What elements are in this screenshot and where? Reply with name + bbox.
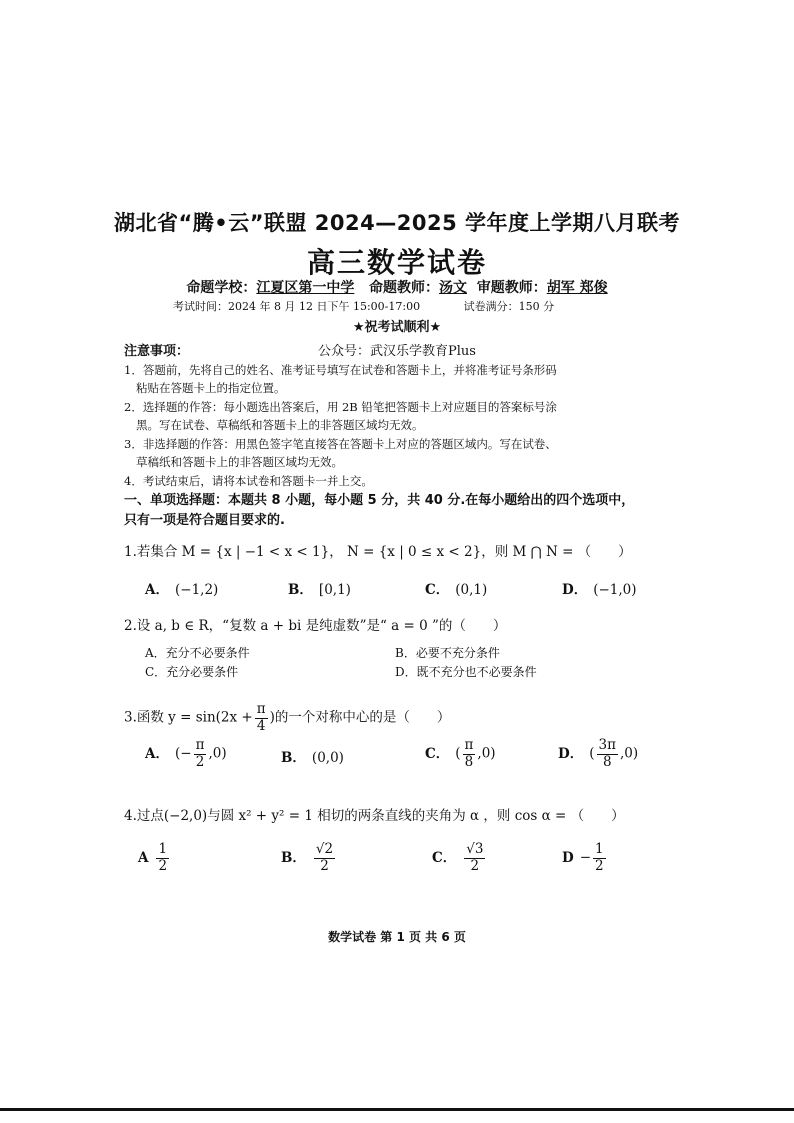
numerator: √3 xyxy=(466,841,484,857)
denominator: 8 xyxy=(602,753,612,770)
option-sign: − xyxy=(579,849,592,866)
numerator: 3π xyxy=(598,737,616,753)
q4-option-a xyxy=(138,842,171,874)
option-fraction xyxy=(464,842,485,874)
q3-option-c xyxy=(425,738,496,770)
option-label: A． xyxy=(145,745,169,762)
question-2-stem: 2.设 a, b ∈ R，“复数 a + bi 是纯虚数”是“ a = 0 ”的（ ） xyxy=(124,618,507,634)
option-value: (−1,2) xyxy=(174,582,219,598)
denominator: 2 xyxy=(595,857,604,874)
public-account: 公众号：武汉乐学教育Plus xyxy=(318,344,476,359)
q3-option-a xyxy=(145,738,227,770)
option-value: (0,1) xyxy=(455,582,488,598)
notice-line: 3．非选择题的作答：用黑色签字笔直接答在答题卡上对应的答题区域内。写在试卷、 xyxy=(124,437,557,451)
exam-time-row xyxy=(173,298,554,314)
numerator: π xyxy=(256,701,266,717)
q3-option-d xyxy=(558,738,638,770)
notice-line: 2．选择题的作答：每小题选出答案后，用 2B 铅笔把答题卡上对应题目的答案标号涂 xyxy=(124,400,557,414)
q1-option-c xyxy=(425,578,487,598)
option-value: (−1,0) xyxy=(593,582,637,598)
numerator: π xyxy=(464,737,474,753)
notice-line: 1．答题前，先将自己的姓名、准考证号填写在试卷和答题卡上，并将准考证号条形码 xyxy=(124,363,557,377)
option-label: B． xyxy=(281,849,306,866)
q2-option-a: A．充分不必要条件 xyxy=(145,646,250,660)
teacher-name: 汤文 xyxy=(439,280,467,296)
option-label: B． xyxy=(288,582,313,598)
q3-stem-post: )的一个对称中心的是（ ） xyxy=(269,709,451,726)
q4-option-d xyxy=(562,842,608,874)
denominator: 2 xyxy=(470,857,480,874)
numerator: 1 xyxy=(595,841,604,857)
q3-stem-pre: 3.函数 y = sin(2x + xyxy=(124,709,253,726)
q2-option-c: C．充分必要条件 xyxy=(145,665,239,679)
question-3-stem xyxy=(124,702,450,734)
q3-option-b xyxy=(281,746,344,766)
option-pre: ( xyxy=(589,745,595,762)
denominator: 8 xyxy=(464,753,474,770)
numerator: √2 xyxy=(315,841,334,857)
option-label: A xyxy=(138,849,149,866)
q1-option-a xyxy=(145,578,218,598)
option-fraction xyxy=(597,738,618,770)
option-fraction xyxy=(593,842,606,874)
option-fraction xyxy=(314,842,335,874)
exam-makers xyxy=(0,277,794,297)
denominator: 2 xyxy=(195,753,205,770)
numerator: 1 xyxy=(158,841,168,857)
option-post: ,0) xyxy=(208,745,227,762)
notice-line: 粘贴在答题卡上的指定位置。 xyxy=(136,381,286,395)
exam-subtitle: 高三数学试卷 xyxy=(306,246,487,279)
q4-option-c xyxy=(432,842,487,874)
q4-option-b xyxy=(281,842,337,874)
section-heading-cont: 只有一项是符合题目要求的. xyxy=(124,513,285,528)
option-fraction xyxy=(194,738,207,770)
option-value: [0,1) xyxy=(318,582,351,598)
option-value: (0,0) xyxy=(311,750,344,766)
option-label: B． xyxy=(281,750,306,766)
exam-wish: ★祝考试顺利★ xyxy=(352,320,442,335)
option-label: D xyxy=(562,849,574,866)
option-post: ,0) xyxy=(477,745,496,762)
option-label: A． xyxy=(145,582,169,598)
notice-line: 4．考试结束后，请将本试卷和答题卡一并上交。 xyxy=(124,474,373,488)
denominator: 4 xyxy=(256,717,266,734)
reviewer-label: 审题教师： xyxy=(476,280,547,296)
denominator: 2 xyxy=(320,857,329,874)
question-4-stem: 4.过点(−2,0)与圆 x² + y² = 1 相切的两条直线的夹角为 α ，则 cos α = （ ） xyxy=(124,808,625,824)
page-footer: 数学试卷 第 1 页 共 6 页 xyxy=(328,930,466,944)
option-label: D． xyxy=(558,745,584,762)
option-label: C． xyxy=(425,582,450,598)
option-pre: ( xyxy=(455,745,461,762)
q1-option-b xyxy=(288,578,351,598)
option-label: D． xyxy=(562,582,588,598)
q2-option-d: D．既不充分也不必要条件 xyxy=(395,665,537,679)
reviewer-name: 胡军 郑俊 xyxy=(546,280,608,296)
notice-line: 草稿纸和答题卡上的非答题区域均无效。 xyxy=(136,455,343,469)
school-label: 命题学校： xyxy=(186,280,257,296)
bottom-divider xyxy=(0,1108,794,1111)
section-heading: 一、单项选择题：本题共 8 小题，每小题 5 分，共 40 分.在每小题给出的四个选项中， xyxy=(124,493,635,508)
school-name: 江夏区第一中学 xyxy=(256,280,355,296)
notice-heading: 注意事项： xyxy=(124,344,190,359)
option-fraction xyxy=(156,842,169,874)
q2-option-b: B．必要不充分条件 xyxy=(395,646,500,660)
exam-title: 湖北省“腾•云”联盟 2024—2025 学年度上学期八月联考 xyxy=(113,211,681,235)
option-post: ,0) xyxy=(619,745,639,762)
teacher-label: 命题教师： xyxy=(369,280,439,296)
exam-time: 考试时间：2024 年 8 月 12 日下午 15:00-17:00 xyxy=(173,300,421,313)
q1-option-d xyxy=(562,578,637,598)
exam-score: 试卷满分：150 分 xyxy=(463,300,555,313)
option-label: C． xyxy=(432,849,457,866)
option-pre: (− xyxy=(174,745,192,762)
notice-line: 黑。写在试卷、草稿纸和答题卡上的非答题区域均无效。 xyxy=(136,418,424,432)
option-label: C． xyxy=(425,745,450,762)
numerator: π xyxy=(195,737,205,753)
q3-fraction xyxy=(255,702,268,734)
question-1-stem: 1.若集合 M = {x | −1 < x < 1}， N = {x | 0 ≤ x < 2}，则 M ⋂ N = （ ） xyxy=(124,544,632,560)
denominator: 2 xyxy=(158,857,168,874)
option-fraction xyxy=(463,738,476,770)
